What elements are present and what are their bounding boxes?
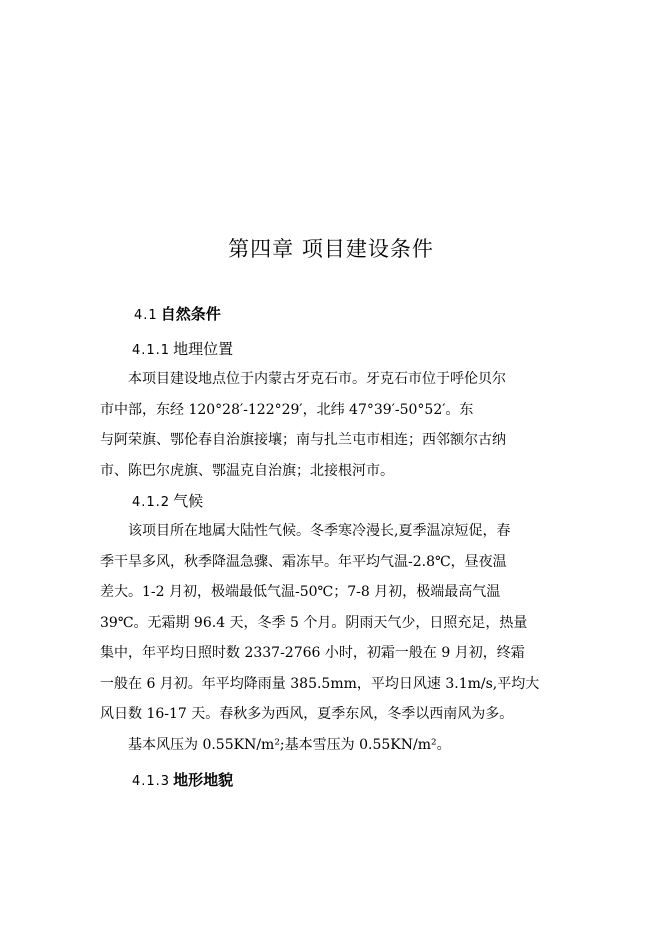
section-number: 4.1.3 bbox=[132, 774, 171, 789]
paragraph-line: 一般在 6 月初。年平均降雨量 385.5mm，平均日风速 3.1m/s,平均大 bbox=[100, 675, 540, 692]
section-title: 气候 bbox=[173, 492, 204, 510]
section-heading-4-1-2 bbox=[132, 490, 203, 514]
paragraph-location bbox=[100, 364, 566, 486]
paragraph-line: 市、陈巴尔虎旗、鄂温克自治旗；北接根河市。 bbox=[100, 462, 394, 479]
section-number: 4.1 bbox=[134, 308, 158, 323]
pressure-line: 基本风压为 0.55KN/m²;基本雪压为 0.55KN/m²。 bbox=[128, 736, 451, 753]
section-number: 4.1.1 bbox=[132, 343, 171, 358]
chapter-title: 第四章 项目建设条件 bbox=[228, 237, 434, 261]
section-heading-4-1-1 bbox=[132, 338, 233, 362]
section-title: 自然条件 bbox=[160, 305, 221, 323]
paragraph-line: 差大。1-2 月初，极端最低气温-50℃；7-8 月初，极端最高气温 bbox=[100, 584, 501, 600]
section-title: 地形地貌 bbox=[173, 771, 234, 789]
paragraph-line: 39℃。无霜期 96.4 天，冬季 5 个月。阴雨天气少，日照充足，热量 bbox=[100, 614, 528, 631]
paragraph-line: 与阿荣旗、鄂伦春自治旗接壤；南与扎兰屯市相连；西邻额尔古纳 bbox=[100, 432, 506, 448]
section-heading-4-1-3 bbox=[132, 769, 233, 793]
section-heading-4-1 bbox=[134, 303, 221, 327]
section-number: 4.1.2 bbox=[132, 495, 171, 510]
paragraph-line: 季干旱多风，秋季降温急骤、霜冻早。年平均气温-2.8℃，昼夜温 bbox=[100, 553, 507, 570]
paragraph-line: 风日数 16-17 天。春秋多为西风，夏季东风，冬季以西南风为多。 bbox=[100, 706, 514, 722]
paragraph-line: 集中，年平均日照时数 2337-2766 小时，初霜一般在 9 月初，终霜 bbox=[100, 645, 525, 661]
paragraph-line: 本项目建设地点位于内蒙古牙克石市。牙克石市位于呼伦贝尔 bbox=[128, 371, 506, 387]
paragraph-line: 市中部，东经 120°28′-122°29′，北纬 47°39′-50°52′。东 bbox=[100, 401, 474, 418]
paragraph-line: 该项目所在地属大陆性气候。冬季寒冷漫长,夏季温凉短促，春 bbox=[128, 523, 511, 539]
paragraph-climate bbox=[100, 516, 566, 760]
section-title: 地理位置 bbox=[173, 340, 234, 358]
